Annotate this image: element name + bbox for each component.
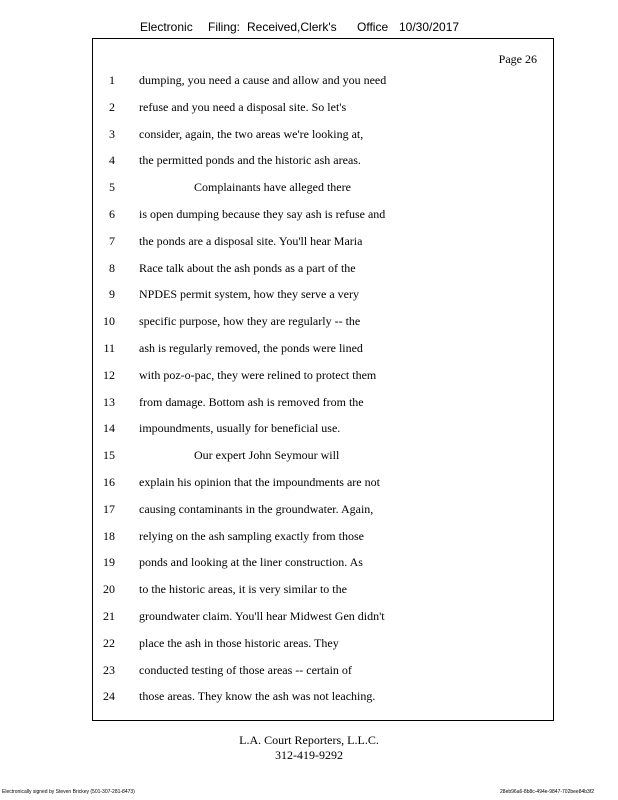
footer-company: L.A. Court Reporters, L.L.C. xyxy=(239,733,379,747)
transcript-line xyxy=(93,207,553,227)
line-number: 12 xyxy=(103,368,115,382)
line-number: 10 xyxy=(103,314,115,328)
line-text: conducted testing of those areas -- certain of xyxy=(139,663,352,677)
line-text: Race talk about the ash ponds as a part of the xyxy=(139,261,356,275)
transcript-line xyxy=(93,502,553,522)
line-text: impoundments, usually for beneficial use. xyxy=(139,421,341,435)
line-number: 14 xyxy=(103,421,115,435)
transcript-line xyxy=(93,448,553,468)
header-received: Received,Clerk's xyxy=(247,20,337,34)
transcript-line xyxy=(93,529,553,549)
line-text: the ponds are a disposal site. You'll hear Maria xyxy=(139,234,363,248)
transcript-line xyxy=(93,368,553,388)
transcript-line xyxy=(93,421,553,441)
filing-header xyxy=(0,20,618,36)
transcript-line xyxy=(93,475,553,495)
header-electronic: Electronic xyxy=(140,20,193,34)
line-number: 4 xyxy=(109,153,115,167)
line-text: relying on the ash sampling exactly from those xyxy=(139,529,364,543)
line-text: refuse and you need a disposal site. So let's xyxy=(139,100,347,114)
transcript-line xyxy=(93,153,553,173)
signature-id: 28eb96a6-8b8c-494e-9847-702bee84b3f2 xyxy=(500,789,594,795)
transcript-line xyxy=(93,180,553,200)
line-number: 13 xyxy=(103,395,115,409)
transcript-line xyxy=(93,234,553,254)
header-office: Office xyxy=(357,20,389,34)
line-text: consider, again, the two areas we're looking at, xyxy=(139,127,364,141)
line-number: 6 xyxy=(109,207,115,221)
transcript-line xyxy=(93,73,553,93)
transcript-line xyxy=(93,314,553,334)
line-number: 20 xyxy=(103,582,115,596)
line-text: Our expert John Seymour will xyxy=(194,448,340,462)
line-text: from damage. Bottom ash is removed from the xyxy=(139,395,364,409)
header-date: 10/30/2017 xyxy=(399,20,460,34)
line-number: 1 xyxy=(109,73,115,87)
transcript-line xyxy=(93,127,553,147)
line-number: 18 xyxy=(103,529,115,543)
line-number: 24 xyxy=(103,689,115,703)
footer-phone: 312-419-9292 xyxy=(275,748,343,762)
transcript-line xyxy=(93,341,553,361)
line-number: 21 xyxy=(103,609,115,623)
line-number: 9 xyxy=(109,287,115,301)
line-number: 15 xyxy=(103,448,115,462)
line-number: 17 xyxy=(103,502,115,516)
line-number: 7 xyxy=(109,234,115,248)
line-text: groundwater claim. You'll hear Midwest Gen didn't xyxy=(139,609,385,623)
line-text: the permitted ponds and the historic ash areas. xyxy=(139,153,361,167)
line-text: those areas. They know the ash was not leaching. xyxy=(139,689,376,703)
line-text: specific purpose, how they are regularly -- the xyxy=(139,314,361,328)
line-text: with poz-o-pac, they were relined to protect them xyxy=(139,368,377,382)
transcript-page xyxy=(92,38,554,721)
header-filing: Filing: xyxy=(208,20,241,34)
line-text: dumping, you need a cause and allow and you need xyxy=(139,73,387,87)
signature-left: Electronically signed by Steven Brickey (501-307-281-8473) xyxy=(2,789,135,795)
line-number: 8 xyxy=(109,261,115,275)
line-text: explain his opinion that the impoundments are not xyxy=(139,475,380,489)
line-text: Complainants have alleged there xyxy=(194,180,351,194)
line-number: 22 xyxy=(103,636,115,650)
line-number: 23 xyxy=(103,663,115,677)
line-number: 11 xyxy=(103,341,115,355)
line-text: ponds and looking at the liner construction. As xyxy=(139,555,363,569)
line-text: NPDES permit system, how they serve a very xyxy=(139,287,359,301)
transcript-line xyxy=(93,609,553,629)
line-text: place the ash in those historic areas. They xyxy=(139,636,339,650)
line-text: causing contaminants in the groundwater. Again, xyxy=(139,502,374,516)
transcript-line xyxy=(93,582,553,602)
line-number: 3 xyxy=(109,127,115,141)
line-number: 16 xyxy=(103,475,115,489)
line-text: to the historic areas, it is very similar to the xyxy=(139,582,347,596)
line-number: 2 xyxy=(109,100,115,114)
line-text: is open dumping because they say ash is refuse and xyxy=(139,207,386,221)
transcript-line xyxy=(93,261,553,281)
transcript-line xyxy=(93,395,553,415)
line-number: 19 xyxy=(103,555,115,569)
transcript-line xyxy=(93,287,553,307)
transcript-line xyxy=(93,555,553,575)
transcript-line xyxy=(93,636,553,656)
transcript-line xyxy=(93,663,553,683)
transcript-line xyxy=(93,689,553,709)
page-number: Page 26 xyxy=(498,52,537,66)
line-text: ash is regularly removed, the ponds were lined xyxy=(139,341,363,355)
transcript-line xyxy=(93,100,553,120)
line-number: 5 xyxy=(109,180,115,194)
